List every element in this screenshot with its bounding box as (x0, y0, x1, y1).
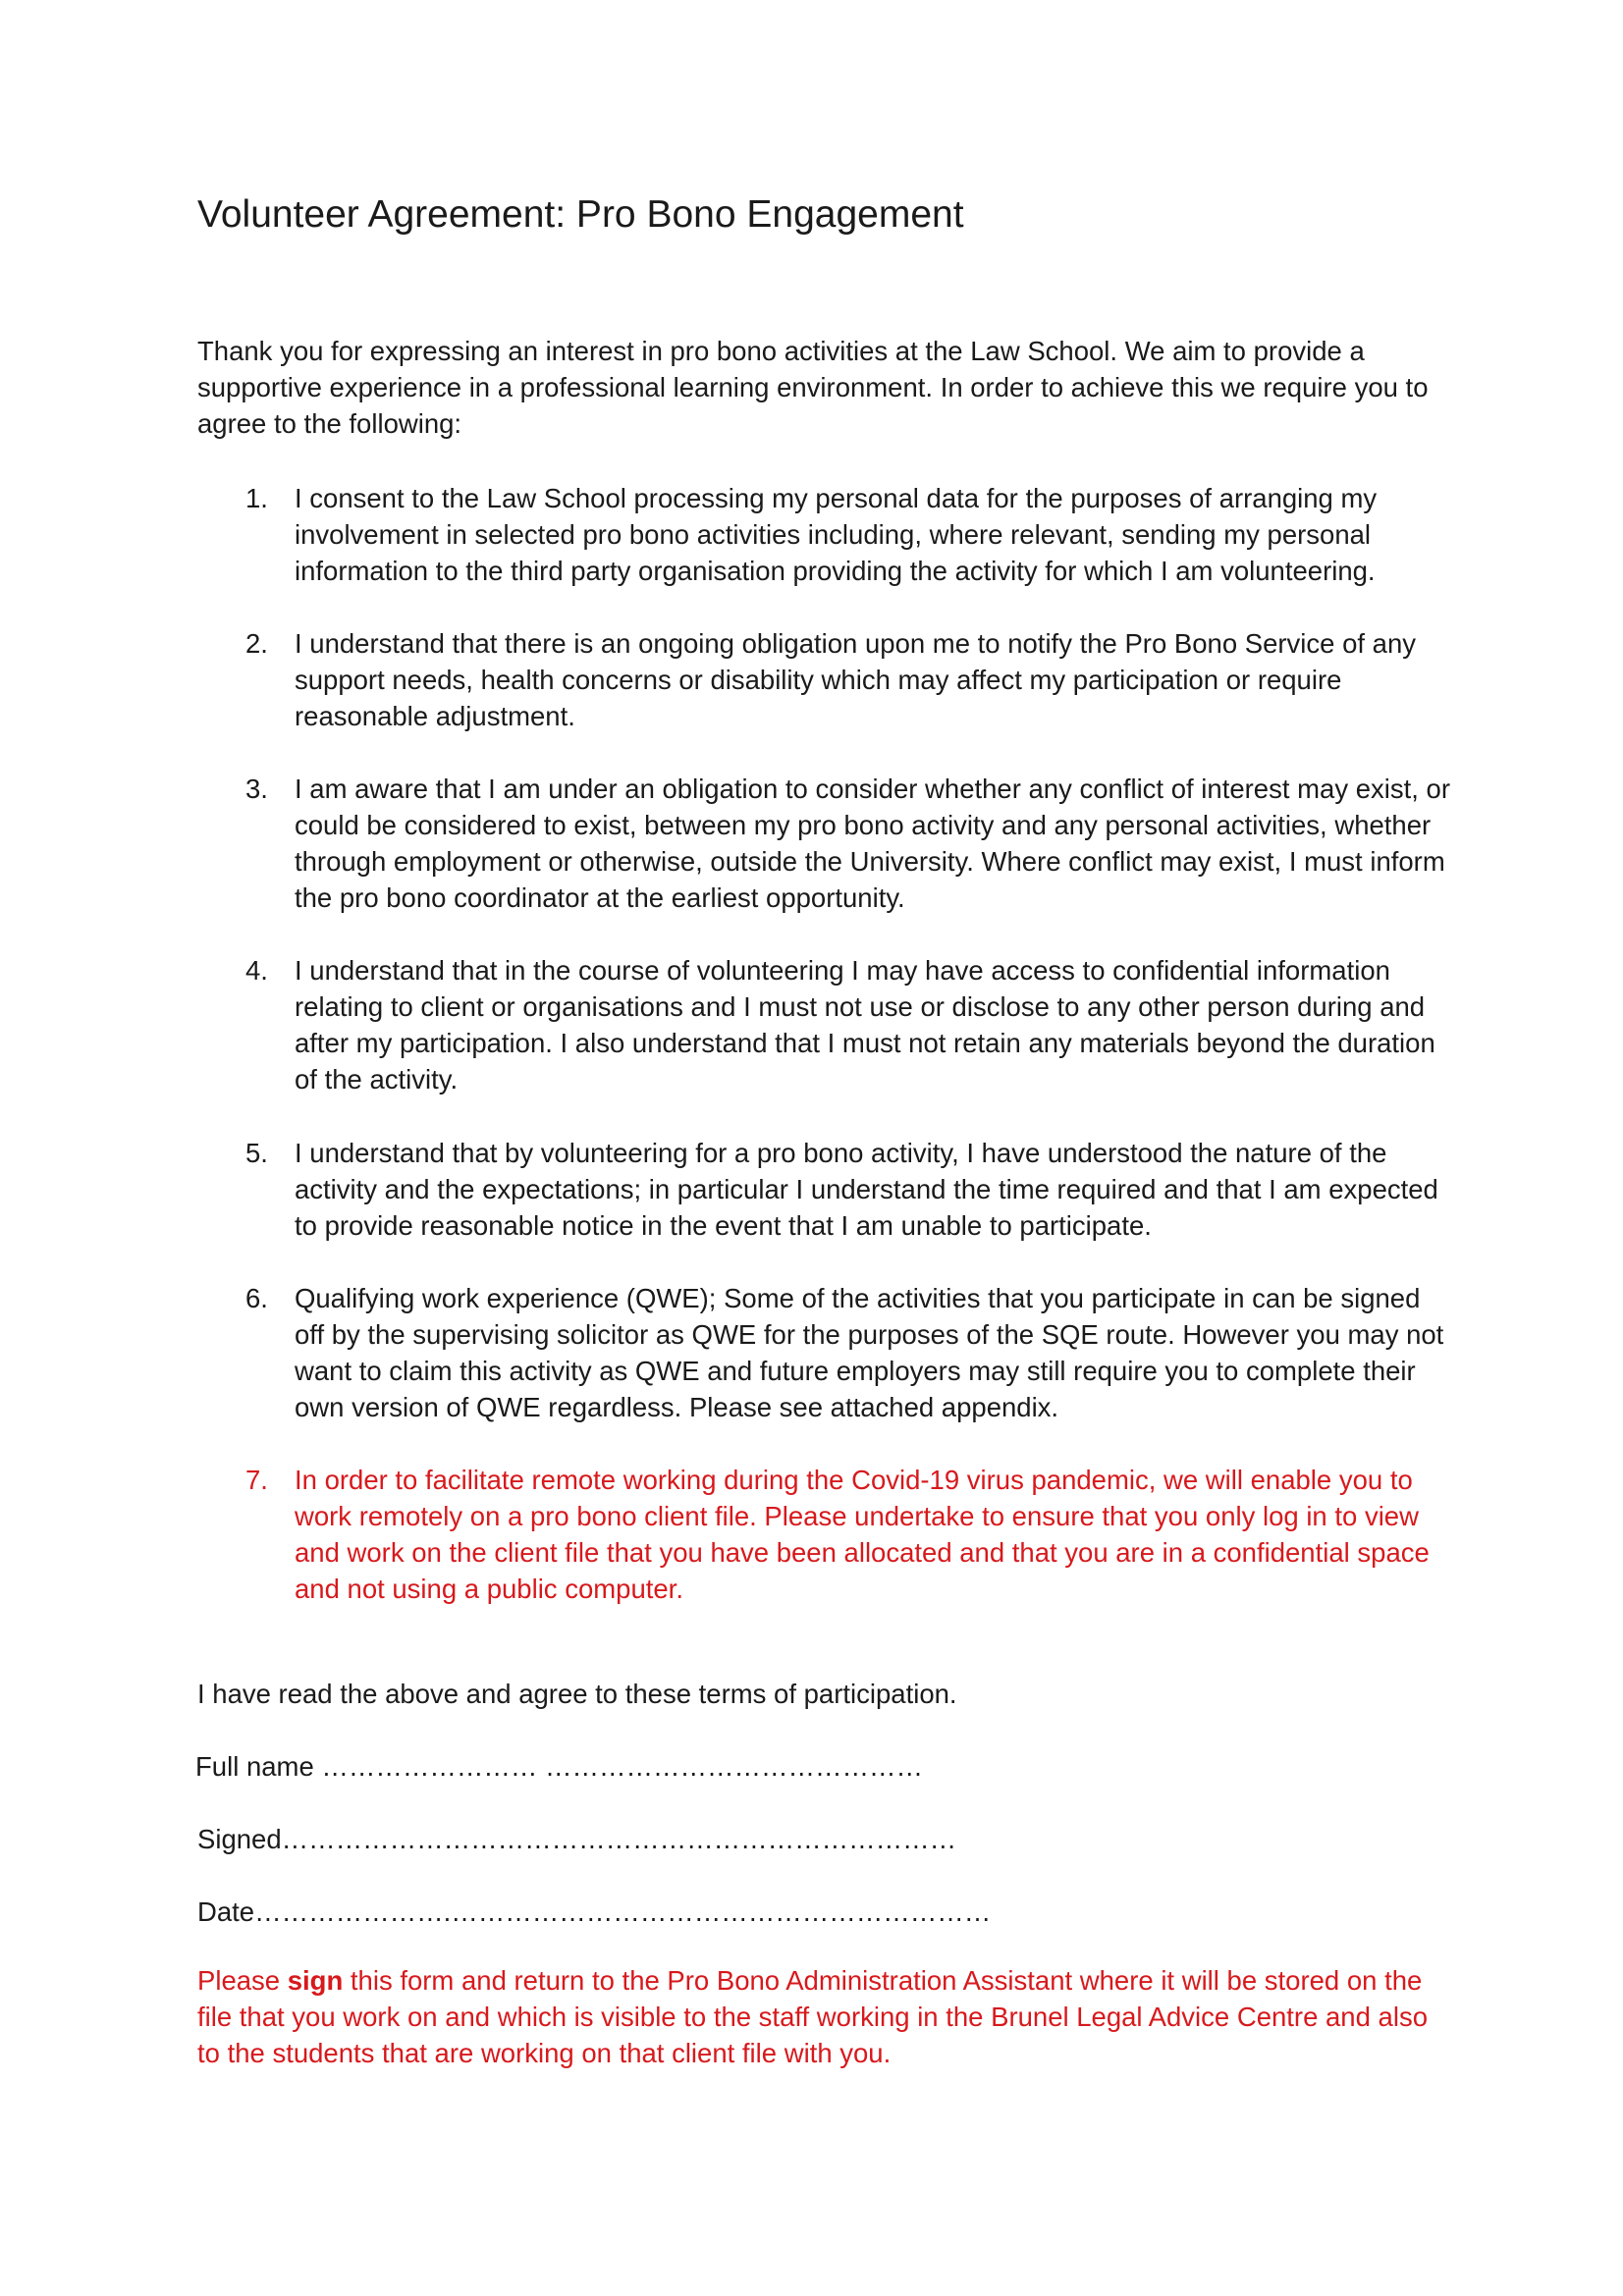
list-item-number: 1. (245, 483, 268, 513)
note-prefix: Please (197, 1965, 288, 1996)
document-title: Volunteer Agreement: Pro Bono Engagement (197, 193, 964, 236)
list-item-number: 2. (245, 628, 268, 659)
note-suffix: this form and return to the Pro Bono Administration Assistant where it will be stored on the file that you work on and which is visible to the staff working in the Brunel Legal Advice Centre and also to the students that are working on that client file with you. (197, 1965, 1428, 2068)
list-item-text: I understand that by volunteering for a pro bono activity, I have understood the nature of the activity and the expectations; in particular I understand the time required and that I am expected to provide reasonable notice in the event that I am unable to participate. (295, 1138, 1438, 1241)
list-item-text: In order to facilitate remote working during the Covid-19 virus pandemic, we will enable you to work remotely on a pro bono client file. Please undertake to ensure that you only log in to view and work on the client file that you have been allocated and that you are in a confidential space and not using a public computer. (295, 1465, 1430, 1604)
return-instructions (197, 1962, 1434, 2071)
date-field: Date………………….…………………………………………………… (197, 1896, 992, 1927)
list-item-number: 5. (245, 1138, 268, 1168)
list-item-text: I consent to the Law School processing my personal data for the purposes of arranging my involvement in selected pro bono activities including, where relevant, sending my personal information to the third party organisation providing the activity for which I am volunteering. (295, 483, 1378, 586)
list-item-number: 4. (245, 955, 268, 986)
full-name-field: Full name …………………… …………………………………… (195, 1751, 924, 1782)
list-item-text: I am aware that I am under an obligation to consider whether any conflict of interest may exist, or could be considered to exist, between my pro bono activity and any personal activities, whether through employment or otherwise, outside the University. Where conflict may exist, I must inform the pro bono coordinator at the earliest opportunity. (295, 774, 1450, 913)
list-item-text: I understand that there is an ongoing obligation upon me to notify the Pro Bono Service of any support needs, health concerns or disability which may affect my participation or require reasonable adjustment. (295, 628, 1417, 731)
intro-paragraph: Thank you for expressing an interest in pro bono activities at the Law School. We aim to provide a supportive experience in a professional learning environment. In order to achieve this we require you to agree to the following: (197, 336, 1429, 439)
list-item-number: 3. (245, 774, 268, 804)
agreement-statement: I have read the above and agree to these terms of participation. (197, 1679, 957, 1709)
list-item-number: 6. (245, 1283, 268, 1313)
signed-field: Signed………………………………………………………………… (197, 1824, 957, 1854)
list-item-number: 7. (245, 1465, 268, 1495)
note-bold-sign: sign (287, 1965, 344, 1996)
list-item-text: I understand that in the course of volunteering I may have access to confidential information relating to client or organisations and I must not use or disclose to any other person during and after my participation. I also understand that I must not retain any materials beyond the duration of the activity. (295, 955, 1435, 1095)
list-item-text: Qualifying work experience (QWE); Some of the activities that you participate in can be signed off by the supervising solicitor as QWE for the purposes of the SQE route. However you may not want to claim this activity as QWE and future employers may still require you to complete their own version of QWE regardless. Please see attached appendix. (295, 1283, 1444, 1422)
